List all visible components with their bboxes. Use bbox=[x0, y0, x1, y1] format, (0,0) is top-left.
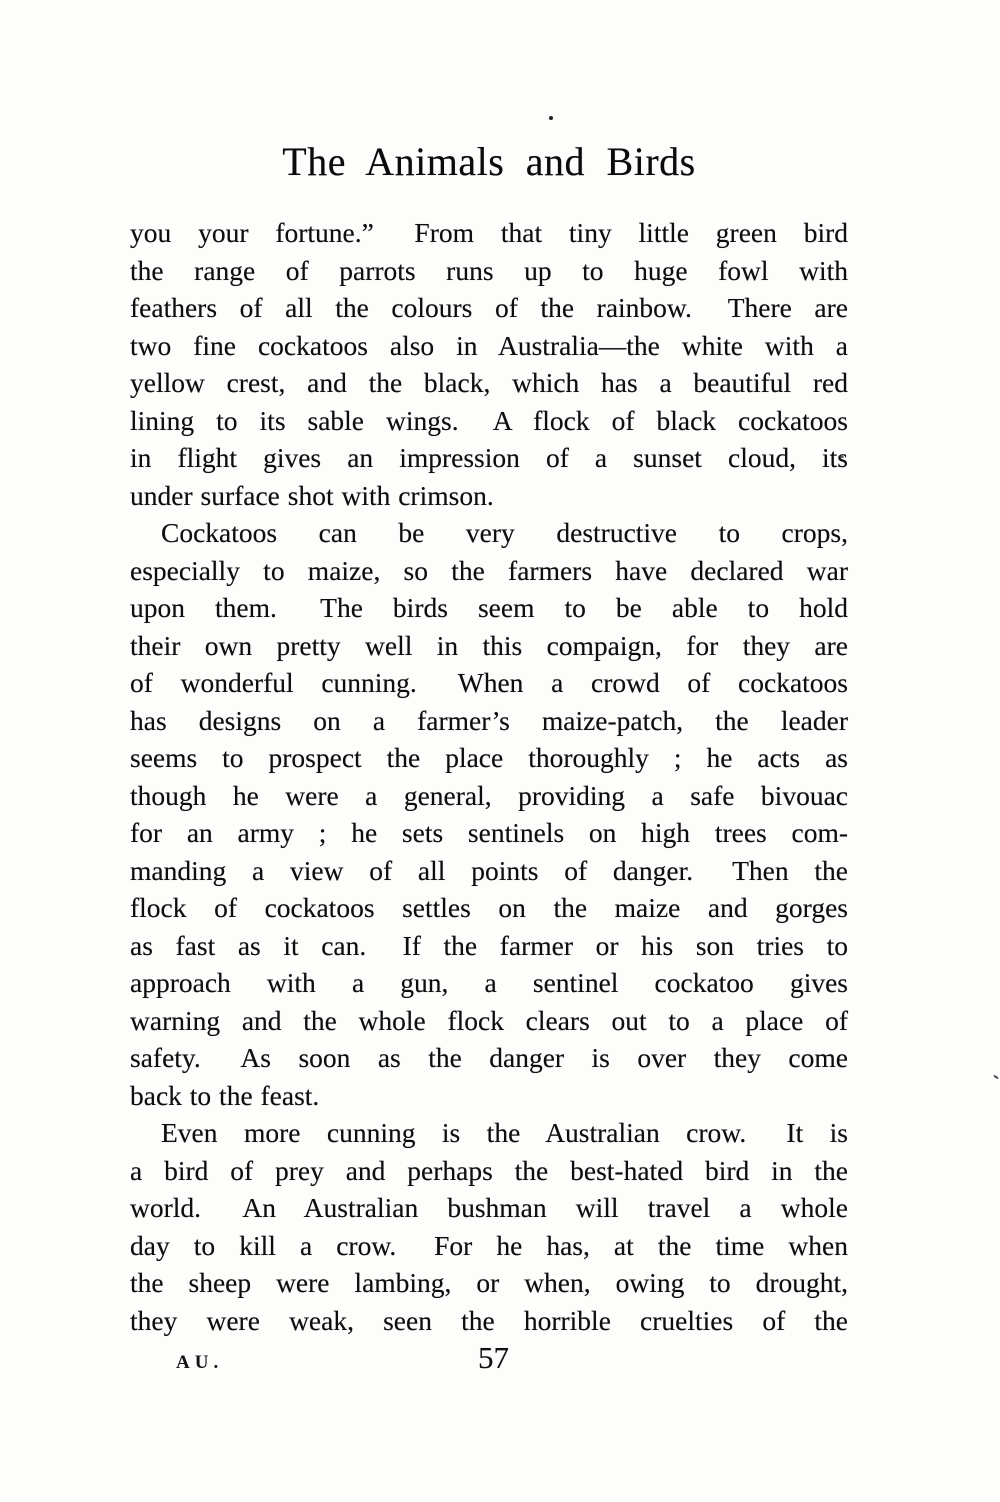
text-line: especially to maize, so the farmers have declared war bbox=[130, 554, 848, 586]
text-line: in flight gives an impression of a sunset cloud, its bbox=[130, 442, 848, 473]
text-line: the range of parrots runs up to huge fowl with bbox=[130, 254, 848, 286]
text-line: their own pretty well in this compaign, for they are bbox=[130, 629, 848, 661]
text-line: seems to prospect the place thoroughly ; he acts as bbox=[130, 742, 848, 773]
scan-speck-icon bbox=[993, 1074, 999, 1079]
text-line: manding a view of all points of danger. Then the bbox=[130, 854, 848, 886]
body-text bbox=[130, 214, 848, 1339]
text-line: of wonderful cunning. When a crowd of cockatoos bbox=[130, 667, 848, 698]
paragraph bbox=[130, 214, 848, 514]
printer-signature: AU. bbox=[176, 1352, 224, 1373]
text-line: flock of cockatoos settles on the maize and gorges bbox=[130, 892, 848, 923]
text-line: feathers of all the colours of the rainbow. There are bbox=[130, 292, 848, 323]
text-line: day to kill a crow. For he has, at the time when bbox=[130, 1229, 848, 1261]
text-line: Cockatoos can be very destructive to crops, bbox=[161, 517, 848, 548]
page-title: The Animals and Birds bbox=[282, 139, 696, 184]
text-line: though he were a general, providing a safe bivouac bbox=[130, 779, 848, 811]
paragraph bbox=[130, 514, 848, 1114]
text-line: warning and the whole flock clears out to a place of bbox=[130, 1004, 848, 1036]
text-line: yellow crest, and the black, which has a beautiful red bbox=[130, 367, 848, 398]
text-line: safety. As soon as the danger is over they come bbox=[130, 1042, 848, 1073]
text-line: a bird of prey and perhaps the best-hated bird in the bbox=[130, 1154, 848, 1186]
text-line: the sheep were lambing, or when, owing to drought, bbox=[130, 1267, 848, 1298]
text-line: lining to its sable wings. A flock of black cockatoos bbox=[130, 404, 848, 436]
text-line: world. An Australian bushman will travel a whole bbox=[130, 1192, 848, 1223]
text-line: they were weak, seen the horrible cruelties of the bbox=[130, 1304, 848, 1336]
text-line: two fine cockatoos also in Australia—the white with a bbox=[130, 329, 848, 361]
text-line: for an army ; he sets sentinels on high trees com- bbox=[130, 817, 848, 848]
paragraph bbox=[130, 1114, 848, 1339]
text-line: upon them. The birds seem to be able to hold bbox=[130, 592, 848, 623]
text-line: approach with a gun, a sentinel cockatoo gives bbox=[130, 967, 848, 998]
text-line: Even more cunning is the Australian crow. It is bbox=[161, 1117, 848, 1148]
text-line: you your fortune.” From that tiny little green bird bbox=[130, 217, 848, 248]
text-line: has designs on a farmer’s maize-patch, the leader bbox=[130, 704, 848, 736]
text-line: back to the feast. bbox=[130, 1079, 320, 1111]
page-number: 57 bbox=[478, 1340, 509, 1375]
scan-speck-icon bbox=[549, 116, 553, 120]
text-line: as fast as it can. If the farmer or his son tries to bbox=[130, 929, 848, 961]
text-line: under surface shot with crimson. bbox=[130, 479, 494, 511]
